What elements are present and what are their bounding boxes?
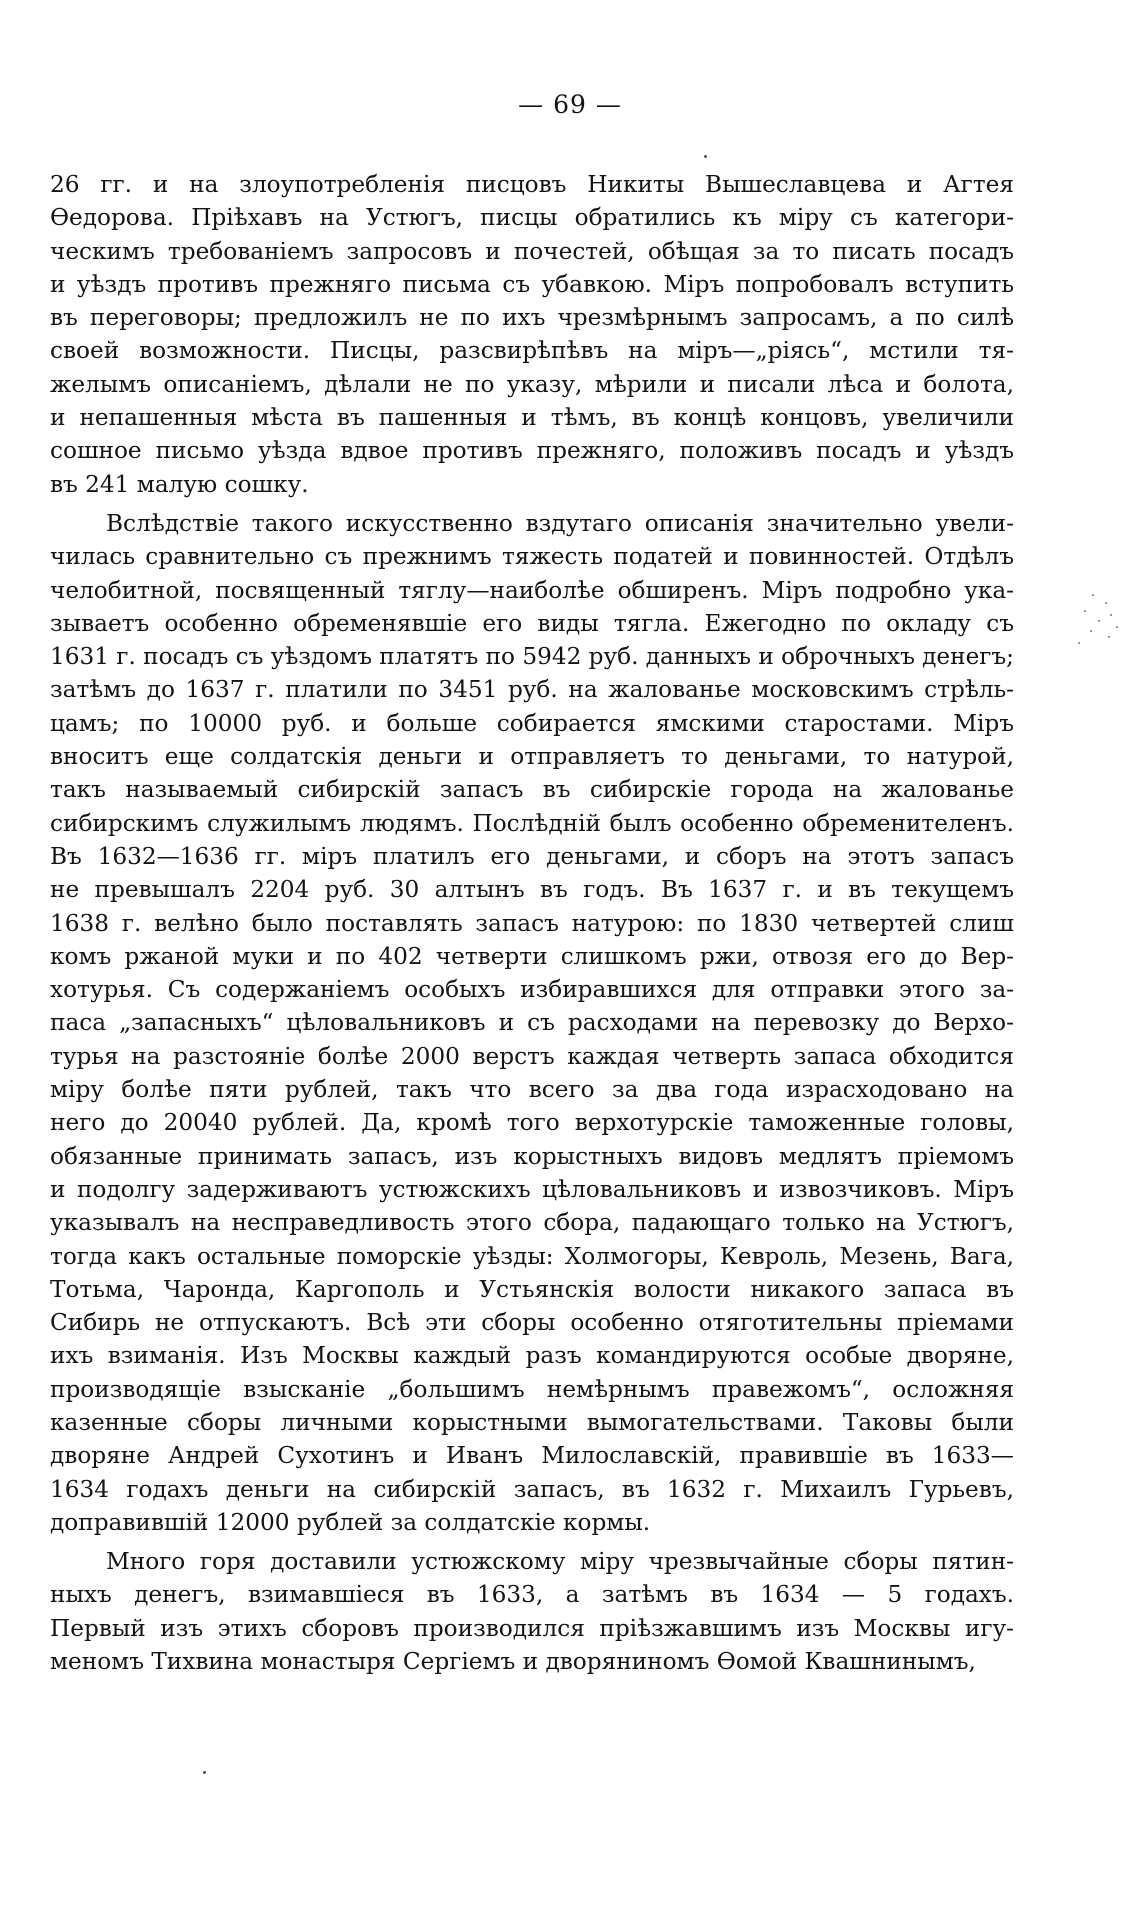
speck	[1092, 594, 1094, 596]
text-line: обязанные принимать запасъ, изъ корыстныхъ видовъ медлятъ пріемомъ	[50, 1142, 1014, 1170]
text-line: 1638 г. велѣно было поставлять запасъ натурою: по 1830 четвертей слиш	[50, 909, 1014, 937]
text-line: ныхъ денегъ, взимавшіеся въ 1633, а затѣмъ въ 1634 — 5 годахъ.	[50, 1581, 1014, 1609]
text-line: и непашенныя мѣста въ пашенныя и тѣмъ, въ концѣ концовъ, увеличили	[50, 404, 1014, 432]
print-speck	[203, 1771, 206, 1774]
text-line: Много горя доставили устюжскому міру чрезвычайные сборы пятин-	[106, 1548, 1014, 1576]
text-line: цамъ; по 10000 руб. и больше собирается ямскими старостами. Міръ	[50, 709, 1014, 737]
text-line: паса „запасныхъ“ цѣловальниковъ и съ расходами на перевозку до Верхо-	[50, 1009, 1014, 1037]
speck	[1090, 630, 1092, 632]
speck	[1078, 642, 1080, 644]
text-line: Тотьма, Чаронда, Каргополь и Устьянскія волости никакого запаса въ	[50, 1275, 1014, 1303]
body-text	[50, 168, 1014, 1678]
text-line: производящіе взысканіе „большимъ немѣрнымъ правежомъ“, осложняя	[50, 1375, 1014, 1403]
text-line: вноситъ еще солдатскія деньги и отправляетъ то деньгами, то натурой,	[50, 743, 1014, 771]
text-line: 26 гг. и на злоупотребленія писцовъ Никиты Вышеславцева и Агтея	[50, 171, 1014, 198]
text-line: меномъ Тихвина монастыря Сергіемъ и дворяниномъ Ѳомой Квашнинымъ,	[50, 1648, 976, 1676]
text-line: ческимъ требованіемъ запросовъ и почестей, обѣщая за то писать посадъ	[50, 237, 1014, 265]
text-line: зываетъ особенно обременявшіе его виды тягла. Ежегодно по окладу съ	[50, 609, 1014, 637]
text-line: затѣмъ до 1637 г. платили по 3451 руб. на жалованье московскимъ стрѣль-	[50, 676, 1014, 704]
paragraph	[50, 168, 1014, 501]
speck	[1105, 602, 1107, 604]
speck	[1108, 636, 1110, 638]
text-line: ихъ взиманія. Изъ Москвы каждый разъ командируются особые дворяне,	[50, 1342, 1014, 1370]
text-line: желымъ описаніемъ, дѣлали не по указу, мѣрили и писали лѣса и болота,	[50, 370, 1014, 398]
text-line: и уѣздъ противъ прежняго письма съ убавкою. Міръ попробовалъ вступить	[50, 270, 1014, 298]
text-line: чилась сравнительно съ прежнимъ тяжесть податей и повинностей. Отдѣлъ	[50, 543, 1014, 571]
text-line: него до 20040 рублей. Да, кромѣ того верхотурскіе таможенные головы,	[50, 1109, 1014, 1137]
paragraph	[50, 1545, 1014, 1678]
paragraph	[50, 507, 1014, 1539]
text-line: тогда какъ остальные поморскіе уѣзды: Холмогоры, Кевроль, Мезень, Вага,	[50, 1242, 1014, 1270]
print-speck	[704, 155, 707, 158]
text-line: такъ называемый сибирскій запасъ въ сибирскіе города на жалованье	[50, 776, 1014, 804]
text-line: міру болѣе пяти рублей, такъ что всего за два года израсходовано на	[50, 1076, 1014, 1104]
speck	[1116, 626, 1118, 628]
text-line: 1634 годахъ деньги на сибирскій запасъ, въ 1632 г. Михаилъ Гурьевъ,	[50, 1475, 1014, 1503]
text-line: челобитной, посвященный тяглу—наиболѣе обширенъ. Міръ подробно ука-	[50, 576, 1014, 604]
speck	[1084, 610, 1086, 612]
text-line: Въ 1632—1636 гг. міръ платилъ его деньгами, и сборъ на этотъ запасъ	[50, 842, 1014, 870]
text-line: въ 241 малую сошку.	[50, 470, 309, 498]
text-line: хотурья. Съ содержаніемъ особыхъ избиравшихся для отправки этого за-	[50, 976, 1014, 1004]
text-line: Сибирь не отпускаютъ. Всѣ эти сборы особенно отяготительны пріемами	[50, 1309, 1014, 1337]
text-line: сошное письмо уѣзда вдвое противъ прежняго, положивъ посадъ и уѣздъ	[50, 437, 1014, 465]
text-line: указывалъ на несправедливость этого сбора, падающаго только на Устюгъ,	[50, 1209, 1014, 1237]
text-line: дворяне Андрей Сухотинъ и Иванъ Милославскій, правившіе въ 1633—	[50, 1442, 1014, 1470]
text-line: казенные сборы личными корыстными вымогательствами. Таковы были	[50, 1408, 1014, 1436]
speck	[1110, 614, 1112, 616]
text-line: въ переговоры; предложилъ не по ихъ чрезмѣрнымъ запросамъ, а по силѣ	[50, 304, 1014, 332]
text-line: турья на разстояніе болѣе 2000 верстъ каждая четверть запаса обходится	[50, 1042, 1014, 1070]
text-line: своей возможности. Писцы, разсвирѣпѣвъ на міръ—„ріясь“, мстили тя-	[50, 337, 1014, 365]
speck	[1098, 620, 1100, 622]
text-line: комъ ржаной муки и по 402 четверти слишкомъ ржи, отвозя его до Вер-	[50, 942, 1014, 970]
text-line: сибирскимъ служилымъ людямъ. Послѣдній былъ особенно обременителенъ.	[50, 809, 1014, 837]
page-number: — 69 —	[518, 90, 622, 119]
text-line: доправившій 12000 рублей за солдатскіе кормы.	[50, 1508, 651, 1536]
margin-specks	[1072, 590, 1132, 650]
text-line: Ѳедорова. Пріѣхавъ на Устюгъ, писцы обратились къ міру съ категори-	[50, 204, 1014, 232]
text-line: Первый изъ этихъ сборовъ производился пріѣзжавшимъ изъ Москвы игу-	[50, 1614, 1014, 1642]
text-line: Вслѣдствіе такого искусственно вздутаго описанія значительно увели-	[106, 509, 1014, 537]
text-line: и подолгу задерживаютъ устюжскихъ цѣловальниковъ и извозчиковъ. Міръ	[50, 1175, 1014, 1203]
text-line: 1631 г. посадъ съ уѣздомъ платятъ по 5942 руб. данныхъ и оброчныхъ денегъ;	[50, 643, 1014, 671]
text-line: не превышалъ 2204 руб. 30 алтынъ въ годъ. Въ 1637 г. и въ текущемъ	[50, 876, 1014, 904]
